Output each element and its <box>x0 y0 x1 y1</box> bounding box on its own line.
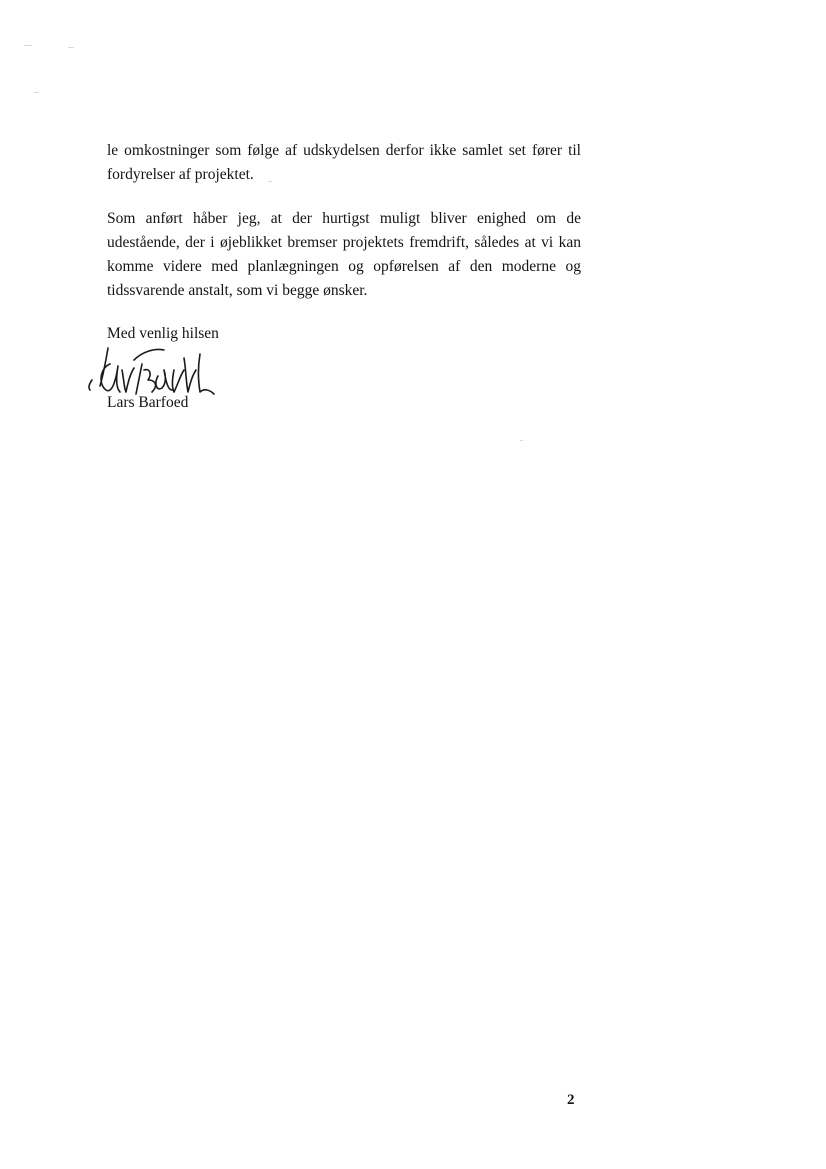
scan-speck <box>68 47 74 48</box>
scan-speck <box>520 440 523 441</box>
scan-speck <box>24 45 32 46</box>
scan-speck <box>268 181 272 182</box>
page-number: 2 <box>567 1092 575 1108</box>
body-paragraph-2: Som anført håber jeg, at der hurtigst muligt bliver enighed om de udestående, der i øjeblikket bremser projektets fremdrift, således at vi kan komme videre med planlægningen og opførelsen af den moderne og tidssvarende anstalt, som vi begge ønsker. <box>107 210 581 299</box>
body-paragraph-1: le omkostninger som følge af udskydelsen derfor ikke samlet set fører til fordyrelser af projektet. <box>107 142 581 183</box>
signer-name: Lars Barfoed <box>107 394 189 411</box>
closing-salutation: Med venlig hilsen <box>107 325 219 342</box>
scan-speck <box>34 92 39 93</box>
